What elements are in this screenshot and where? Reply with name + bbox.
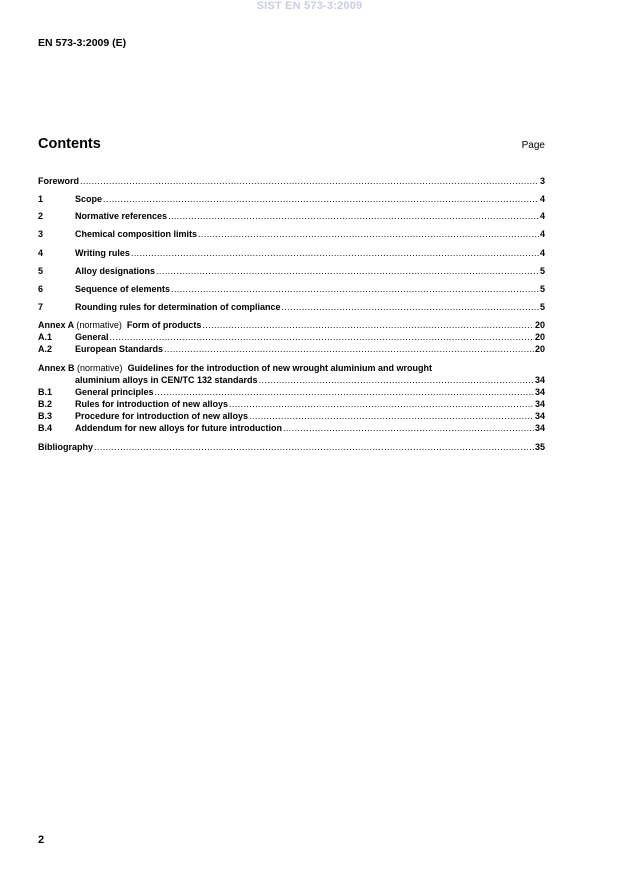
toc-entry-title: Addendum for new alloys for future introduction — [75, 423, 282, 433]
annex-type: (normative) — [76, 320, 122, 330]
leader-dots — [202, 319, 534, 331]
toc-entry-title: Guidelines for the introduction of new wrought aluminium and wrought — [127, 363, 433, 373]
toc-entry-page: 34 — [534, 375, 545, 385]
toc-entry-page: 20 — [534, 332, 545, 342]
leader-dots — [259, 374, 534, 386]
toc-entry-number: A.1 — [38, 332, 53, 342]
toc-entry-number: B.1 — [38, 387, 53, 397]
toc-entry-page: 34 — [534, 399, 545, 409]
toc-entry-number: 5 — [38, 266, 44, 276]
toc-entry-page: 5 — [539, 284, 545, 294]
toc-entry-title: Foreword — [38, 176, 80, 186]
leader-dots — [80, 175, 539, 187]
toc-entry-number: 6 — [38, 284, 44, 294]
toc-entry-annex-a[interactable] — [38, 319, 545, 331]
toc-entry-number: 3 — [38, 229, 44, 239]
toc-entry-page: 35 — [534, 442, 545, 452]
toc-entry-page: 3 — [539, 176, 545, 186]
page-column-label: Page — [521, 140, 545, 151]
toc-entry-page: 4 — [539, 211, 545, 221]
leader-dots — [171, 283, 539, 295]
toc-entry-title: Procedure for introduction of new alloys — [75, 411, 249, 421]
toc-entry-number: A.2 — [38, 344, 53, 354]
contents-title: Contents — [38, 136, 101, 152]
toc-entry-title: Form of products — [126, 320, 202, 330]
toc-entry-clause[interactable] — [38, 228, 545, 240]
leader-dots — [155, 386, 534, 398]
toc-entry-page: 4 — [539, 248, 545, 258]
toc-entry-title: General — [75, 332, 109, 342]
toc-entry-page: 20 — [534, 320, 545, 330]
toc-entry-title-continued: aluminium alloys in CEN/TC 132 standards — [75, 375, 258, 385]
toc-entry-number: 2 — [38, 211, 44, 221]
toc-entry-page: 5 — [539, 266, 545, 276]
toc-entry-number: B.2 — [38, 399, 53, 409]
annex-letter: Annex B — [38, 363, 75, 373]
toc-entry-clause[interactable] — [38, 301, 545, 313]
toc-entry-number: 7 — [38, 302, 44, 312]
leader-dots — [164, 343, 534, 355]
toc-entry-page: 4 — [539, 229, 545, 239]
leader-dots — [103, 193, 539, 205]
toc-entry-clause[interactable] — [38, 210, 545, 222]
toc-entry-number: B.4 — [38, 423, 53, 433]
leader-dots — [94, 441, 534, 453]
toc-entry-clause[interactable] — [38, 193, 545, 205]
toc-entry-title: Chemical composition limits — [75, 229, 198, 239]
watermark: SIST EN 573-3:2009 — [256, 0, 363, 12]
toc-entry-clause[interactable] — [38, 265, 545, 277]
toc-entry-clause[interactable] — [38, 247, 545, 259]
toc-entry-title: General principles — [75, 387, 154, 397]
toc-entry-page: 20 — [534, 344, 545, 354]
annex-type: (normative) — [77, 363, 123, 373]
toc-entry-annex-item[interactable] — [38, 343, 545, 355]
toc-entry-foreword[interactable] — [38, 175, 545, 187]
toc-entry-title: Alloy designations — [75, 266, 156, 276]
leader-dots — [131, 247, 539, 259]
toc-entry-title: Bibliography — [38, 442, 94, 452]
toc-entry-annex-item[interactable] — [38, 386, 545, 398]
toc-entry-title: Rounding rules for determination of compliance — [75, 302, 281, 312]
toc-entry-number: 4 — [38, 248, 44, 258]
toc-entry-page: 34 — [534, 411, 545, 421]
toc-entry-title: Normative references — [75, 211, 168, 221]
annex-label — [38, 362, 128, 374]
toc-entry-page: 5 — [539, 302, 545, 312]
leader-dots — [156, 265, 539, 277]
toc-entry-page: 34 — [534, 387, 545, 397]
toc-entry-annex-item[interactable] — [38, 422, 545, 434]
leader-dots — [198, 228, 539, 240]
toc-entry-number: B.3 — [38, 411, 53, 421]
toc-entry-title: Scope — [75, 194, 103, 204]
toc-entry-title: Writing rules — [75, 248, 130, 258]
toc-entry-title: Sequence of elements — [75, 284, 171, 294]
toc-entry-bibliography[interactable] — [38, 441, 545, 453]
document-header: EN 573-3:2009 (E) — [38, 37, 127, 49]
toc-entry-annex-item[interactable] — [38, 398, 545, 410]
toc-entry-annex-b-line2[interactable] — [38, 374, 545, 386]
toc-entry-title: Rules for introduction of new alloys — [75, 399, 229, 409]
leader-dots — [282, 301, 539, 313]
leader-dots — [110, 331, 534, 343]
annex-letter: Annex A — [38, 320, 74, 330]
toc-entry-annex-b-line1[interactable] — [38, 362, 545, 374]
leader-dots — [168, 210, 539, 222]
leader-dots — [249, 410, 534, 422]
toc-entry-page: 4 — [539, 194, 545, 204]
toc-entry-annex-item[interactable] — [38, 410, 545, 422]
toc-entry-title: European Standards — [75, 344, 164, 354]
leader-dots — [283, 422, 534, 434]
footer-page-number: 2 — [38, 834, 45, 846]
toc-entry-clause[interactable] — [38, 283, 545, 295]
annex-label — [38, 319, 127, 331]
toc-entry-annex-item[interactable] — [38, 331, 545, 343]
leader-dots — [229, 398, 534, 410]
toc-entry-number: 1 — [38, 194, 44, 204]
toc-entry-page: 34 — [534, 423, 545, 433]
